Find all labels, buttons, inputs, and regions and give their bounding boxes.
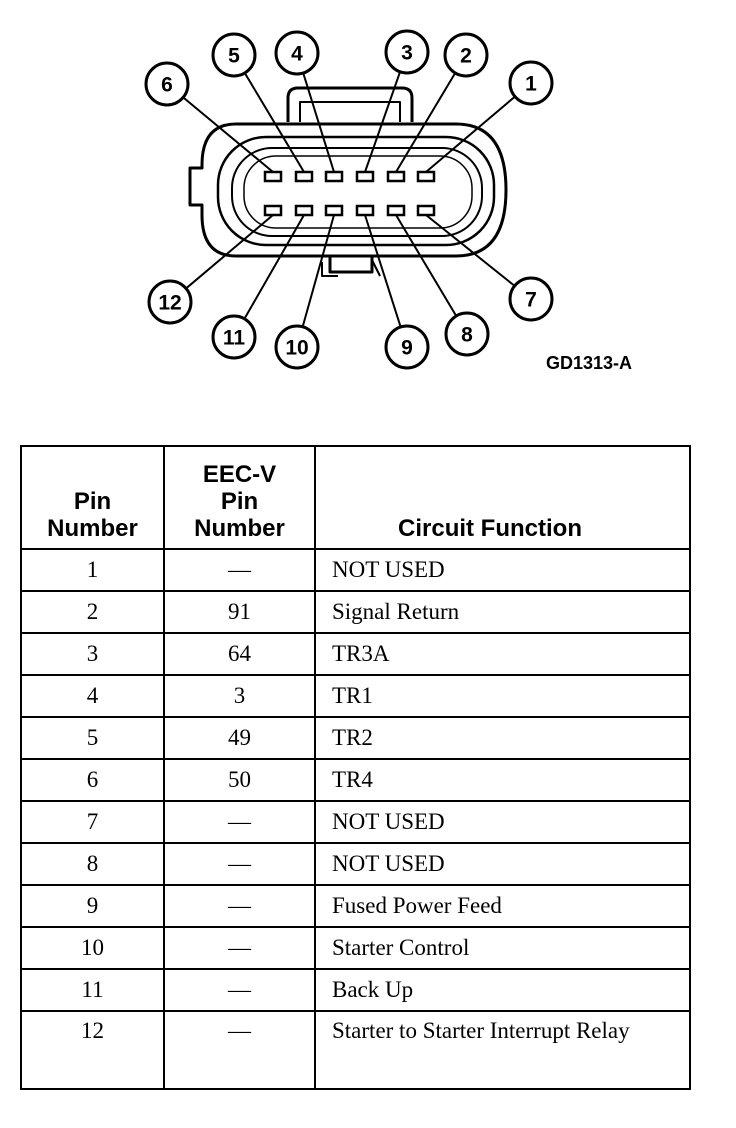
callout-label-8: 8 — [461, 323, 473, 347]
table-row — [21, 885, 690, 927]
callout-label-4: 4 — [291, 42, 303, 66]
table-header-row — [21, 446, 690, 549]
eec-pin-cell: — — [164, 969, 315, 1011]
circuit-function-cell: TR3A — [315, 633, 690, 675]
circuit-function-cell: TR2 — [315, 717, 690, 759]
pin-number-cell: 11 — [21, 969, 164, 1011]
table-row — [21, 759, 690, 801]
callout-label-6: 6 — [161, 73, 173, 97]
table-row — [21, 591, 690, 633]
callout-label-10: 10 — [285, 336, 309, 360]
header-circuit-function — [315, 446, 690, 549]
header-eec-label: EEC-V Pin Number — [194, 461, 285, 542]
table-row — [21, 843, 690, 885]
pin-number-cell: 8 — [21, 843, 164, 885]
table-row — [21, 717, 690, 759]
leader-line-12 — [186, 215, 273, 288]
circuit-function-cell: Starter to Starter Interrupt Relay — [315, 1011, 690, 1089]
circuit-function-cell: NOT USED — [315, 801, 690, 843]
terminal-slot-10 — [326, 206, 342, 215]
header-pin-number — [21, 446, 164, 549]
pin-number-cell: 6 — [21, 759, 164, 801]
circuit-function-cell: TR1 — [315, 675, 690, 717]
circuit-function-cell: NOT USED — [315, 549, 690, 591]
eec-pin-cell: 49 — [164, 717, 315, 759]
terminal-slot-3 — [357, 172, 373, 181]
table-row — [21, 675, 690, 717]
pin-number-cell: 7 — [21, 801, 164, 843]
eec-pin-cell: 50 — [164, 759, 315, 801]
pin-callouts — [146, 31, 552, 368]
circuit-function-cell: TR4 — [315, 759, 690, 801]
eec-pin-cell: 91 — [164, 591, 315, 633]
circuit-function-cell: NOT USED — [315, 843, 690, 885]
terminal-slot-1 — [418, 172, 434, 181]
eec-pin-cell: 64 — [164, 633, 315, 675]
callout-label-9: 9 — [401, 336, 413, 360]
pin-number-cell: 10 — [21, 927, 164, 969]
terminal-slot-7 — [418, 206, 434, 215]
pin-number-cell: 9 — [21, 885, 164, 927]
terminal-slot-12 — [265, 206, 281, 215]
eec-pin-cell: — — [164, 1011, 315, 1089]
figure-id: GD1313-A — [546, 353, 633, 373]
table-row — [21, 801, 690, 843]
pin-number-cell: 4 — [21, 675, 164, 717]
terminal-slots — [265, 172, 434, 215]
callout-label-12: 12 — [158, 291, 182, 315]
header-pin-number-label: Pin Number — [47, 488, 138, 542]
callout-label-11: 11 — [222, 326, 246, 350]
terminal-slot-2 — [388, 172, 404, 181]
table-row — [21, 1011, 690, 1089]
pin-number-cell: 12 — [21, 1011, 164, 1089]
circuit-function-cell: Starter Control — [315, 927, 690, 969]
table-row — [21, 633, 690, 675]
connector-key-tab — [330, 256, 372, 272]
leader-line-8 — [396, 215, 456, 316]
header-eec-pin-number — [164, 446, 315, 549]
leader-line-6 — [183, 97, 273, 172]
pin-number-cell: 3 — [21, 633, 164, 675]
eec-pin-cell: — — [164, 843, 315, 885]
table-row — [21, 549, 690, 591]
terminal-slot-11 — [296, 206, 312, 215]
eec-pin-cell: — — [164, 885, 315, 927]
eec-pin-cell: 3 — [164, 675, 315, 717]
pin-number-cell: 5 — [21, 717, 164, 759]
table-row — [21, 927, 690, 969]
table-row — [21, 969, 690, 1011]
pin-number-cell: 2 — [21, 591, 164, 633]
terminal-slot-9 — [357, 206, 373, 215]
callout-label-2: 2 — [460, 44, 472, 68]
circuit-function-cell: Fused Power Feed — [315, 885, 690, 927]
eec-pin-cell: — — [164, 801, 315, 843]
terminal-slot-6 — [265, 172, 281, 181]
connector-diagram — [0, 0, 736, 400]
eec-pin-cell: — — [164, 549, 315, 591]
pin-function-table — [20, 445, 691, 1090]
callout-label-5: 5 — [228, 44, 240, 68]
terminal-slot-4 — [326, 172, 342, 181]
terminal-slot-5 — [296, 172, 312, 181]
eec-pin-cell: — — [164, 927, 315, 969]
header-circuit-function-label: Circuit Function — [398, 515, 582, 542]
terminal-slot-8 — [388, 206, 404, 215]
callout-label-3: 3 — [401, 41, 413, 65]
circuit-function-cell: Back Up — [315, 969, 690, 1011]
pin-number-cell: 1 — [21, 549, 164, 591]
circuit-function-cell: Signal Return — [315, 591, 690, 633]
callout-label-7: 7 — [525, 288, 537, 312]
callout-label-1: 1 — [525, 72, 537, 96]
